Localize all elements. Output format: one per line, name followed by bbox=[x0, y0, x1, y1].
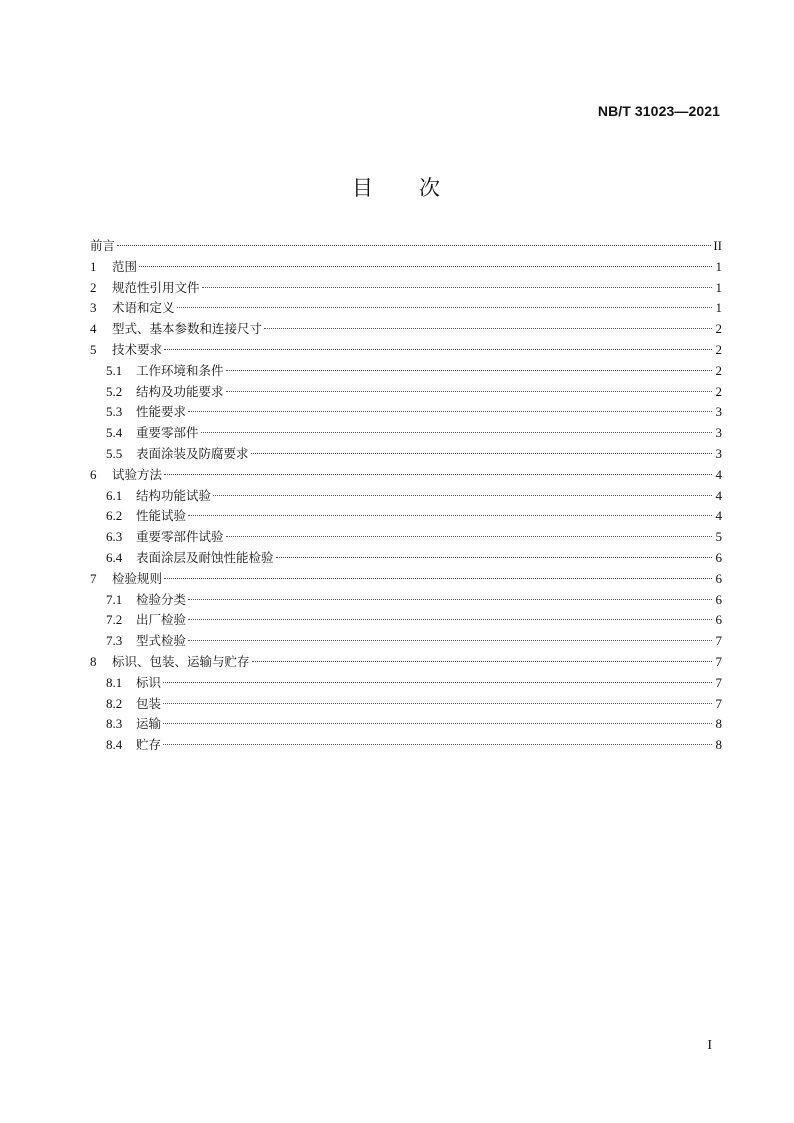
toc-entry[interactable] bbox=[90, 257, 722, 278]
toc-dot-leader bbox=[163, 744, 712, 745]
toc-entry-number: 2 bbox=[90, 279, 97, 295]
toc-entry-title: 表面涂层及耐蚀性能检验 bbox=[136, 549, 274, 565]
toc-dot-leader bbox=[188, 411, 712, 412]
toc-dot-leader bbox=[163, 723, 712, 724]
toc-entry-page: 7 bbox=[715, 653, 722, 669]
toc-entry-number: 8.1 bbox=[106, 674, 123, 690]
toc-dot-leader bbox=[188, 599, 712, 600]
toc-entry-title: 范围 bbox=[112, 258, 138, 274]
toc-entry-page: 1 bbox=[715, 300, 722, 316]
toc-dot-leader bbox=[188, 619, 712, 620]
toc-dot-leader bbox=[226, 370, 712, 371]
toc-entry-number: 5.5 bbox=[106, 445, 123, 461]
toc-entry-page: 8 bbox=[715, 716, 722, 732]
toc-entry-title: 检验规则 bbox=[112, 570, 163, 586]
toc-entry-page: 6 bbox=[715, 612, 722, 628]
toc-entry-page: 7 bbox=[715, 695, 722, 711]
toc-entry[interactable] bbox=[90, 506, 722, 527]
toc-entry-title: 规范性引用文件 bbox=[112, 279, 200, 295]
toc-dot-leader bbox=[164, 578, 712, 579]
toc-entry[interactable] bbox=[90, 382, 722, 403]
toc-entry-number: 8 bbox=[90, 653, 97, 669]
toc-entry-number: 6.1 bbox=[106, 487, 123, 503]
toc-entry-title: 标识、包装、运输与贮存 bbox=[112, 653, 250, 669]
toc-dot-leader bbox=[213, 495, 712, 496]
toc-dot-leader bbox=[177, 307, 712, 308]
toc-entry-page: 2 bbox=[715, 383, 722, 399]
toc-entry-number: 5 bbox=[90, 341, 97, 357]
toc-entry-title: 表面涂装及防腐要求 bbox=[136, 445, 249, 461]
toc-entry[interactable] bbox=[90, 652, 722, 673]
toc-dot-leader bbox=[226, 536, 712, 537]
toc-entry-title: 结构及功能要求 bbox=[136, 383, 224, 399]
toc-dot-leader bbox=[201, 432, 712, 433]
toc-entry-page: 6 bbox=[715, 549, 722, 565]
toc-entry-title: 性能要求 bbox=[136, 404, 187, 420]
toc-entry[interactable] bbox=[90, 444, 722, 465]
toc-entry-title: 型式、基本参数和连接尺寸 bbox=[112, 321, 263, 337]
toc-dot-leader bbox=[252, 661, 712, 662]
toc-entry-page: 7 bbox=[715, 633, 722, 649]
toc-entry-number: 6.2 bbox=[106, 508, 123, 524]
toc-entry-page: 4 bbox=[715, 508, 722, 524]
toc-entry-number: 7.2 bbox=[106, 612, 123, 628]
toc-entry[interactable] bbox=[90, 714, 722, 735]
toc-entry-title: 结构功能试验 bbox=[136, 487, 212, 503]
toc-entry-number: 5.3 bbox=[106, 404, 123, 420]
toc-entry-number: 3 bbox=[90, 300, 97, 316]
toc-entry-number: 6.3 bbox=[106, 529, 123, 545]
toc-entry-title: 试验方法 bbox=[112, 466, 163, 482]
title-char-2: 次 bbox=[419, 176, 442, 200]
toc-entry-title: 检验分类 bbox=[136, 591, 187, 607]
toc-entry-title: 术语和定义 bbox=[112, 300, 175, 316]
toc-dot-leader bbox=[139, 266, 712, 267]
toc-entry[interactable] bbox=[90, 610, 722, 631]
toc-entry-page: 2 bbox=[715, 362, 722, 378]
toc-dot-leader bbox=[251, 453, 712, 454]
toc-entry-page: 2 bbox=[715, 341, 722, 357]
toc-entry[interactable] bbox=[90, 236, 722, 257]
toc-entry-title: 出厂检验 bbox=[136, 612, 187, 628]
toc-entry-page: 3 bbox=[715, 425, 722, 441]
toc-entry[interactable] bbox=[90, 527, 722, 548]
toc-entry-page: 2 bbox=[715, 321, 722, 337]
toc-entry[interactable] bbox=[90, 298, 722, 319]
toc-entry-title: 重要零部件试验 bbox=[136, 529, 224, 545]
toc-dot-leader bbox=[163, 682, 712, 683]
toc-entry-title: 包装 bbox=[136, 695, 162, 711]
toc-entry[interactable] bbox=[90, 278, 722, 299]
toc-dot-leader bbox=[188, 640, 712, 641]
toc-entry-number: 5.2 bbox=[106, 383, 123, 399]
toc-entry[interactable] bbox=[90, 548, 722, 569]
toc-dot-leader bbox=[264, 328, 712, 329]
toc-entry-page: 1 bbox=[715, 279, 722, 295]
toc-entry-number: 6 bbox=[90, 466, 97, 482]
toc-entry-page: 8 bbox=[715, 737, 722, 753]
toc-entry-page: 5 bbox=[715, 529, 722, 545]
toc-entry-number: 1 bbox=[90, 258, 97, 274]
toc-entry[interactable] bbox=[90, 631, 722, 652]
toc-dot-leader bbox=[226, 391, 712, 392]
toc-entry-page: II bbox=[713, 238, 722, 253]
toc-dot-leader bbox=[188, 515, 712, 516]
table-of-contents bbox=[90, 236, 722, 756]
toc-entry[interactable] bbox=[90, 673, 722, 694]
toc-entry-page: 3 bbox=[715, 445, 722, 461]
toc-entry-page: 4 bbox=[715, 466, 722, 482]
toc-entry-page: 7 bbox=[715, 674, 722, 690]
toc-entry[interactable] bbox=[90, 319, 722, 340]
toc-entry[interactable] bbox=[90, 694, 722, 715]
toc-entry[interactable] bbox=[90, 340, 722, 361]
toc-entry[interactable] bbox=[90, 423, 722, 444]
toc-entry-page: 1 bbox=[715, 258, 722, 274]
toc-entry-number: 4 bbox=[90, 321, 97, 337]
toc-dot-leader bbox=[202, 287, 712, 288]
page-number: I bbox=[707, 1038, 712, 1053]
page-title bbox=[0, 172, 794, 202]
toc-entry-number: 7.3 bbox=[106, 633, 123, 649]
toc-entry-title: 标识 bbox=[136, 674, 162, 690]
toc-entry[interactable] bbox=[90, 590, 722, 611]
toc-dot-leader bbox=[163, 703, 712, 704]
toc-entry-title: 工作环境和条件 bbox=[136, 362, 224, 378]
toc-entry-number: 7 bbox=[90, 570, 97, 586]
toc-entry-title: 前言 bbox=[90, 238, 116, 253]
toc-entry[interactable] bbox=[90, 735, 722, 756]
toc-dot-leader bbox=[276, 557, 712, 558]
toc-dot-leader bbox=[164, 349, 712, 350]
toc-entry-title: 贮存 bbox=[136, 737, 162, 753]
toc-entry[interactable] bbox=[90, 465, 722, 486]
toc-entry-page: 6 bbox=[715, 570, 722, 586]
toc-entry-number: 8.3 bbox=[106, 716, 123, 732]
toc-entry-page: 3 bbox=[715, 404, 722, 420]
toc-entry[interactable] bbox=[90, 402, 722, 423]
toc-entry-number: 7.1 bbox=[106, 591, 123, 607]
toc-dot-leader bbox=[164, 474, 712, 475]
toc-entry-number: 5.1 bbox=[106, 362, 123, 378]
toc-entry-number: 5.4 bbox=[106, 425, 123, 441]
toc-entry[interactable] bbox=[90, 361, 722, 382]
toc-entry-number: 8.2 bbox=[106, 695, 123, 711]
toc-entry-page: 6 bbox=[715, 591, 722, 607]
toc-entry-title: 性能试验 bbox=[136, 508, 187, 524]
toc-entry-number: 8.4 bbox=[106, 737, 123, 753]
toc-entry-number: 6.4 bbox=[106, 549, 123, 565]
toc-entry-title: 技术要求 bbox=[112, 341, 163, 357]
toc-entry-title: 重要零部件 bbox=[136, 425, 199, 441]
toc-entry[interactable] bbox=[90, 486, 722, 507]
title-char-1: 目 bbox=[352, 176, 375, 200]
toc-entry-title: 型式检验 bbox=[136, 633, 187, 649]
toc-dot-leader bbox=[117, 245, 711, 246]
toc-entry-title: 运输 bbox=[136, 716, 162, 732]
toc-entry-page: 4 bbox=[715, 487, 722, 503]
standard-number: NB/T 31023—2021 bbox=[597, 103, 720, 119]
toc-entry[interactable] bbox=[90, 569, 722, 590]
